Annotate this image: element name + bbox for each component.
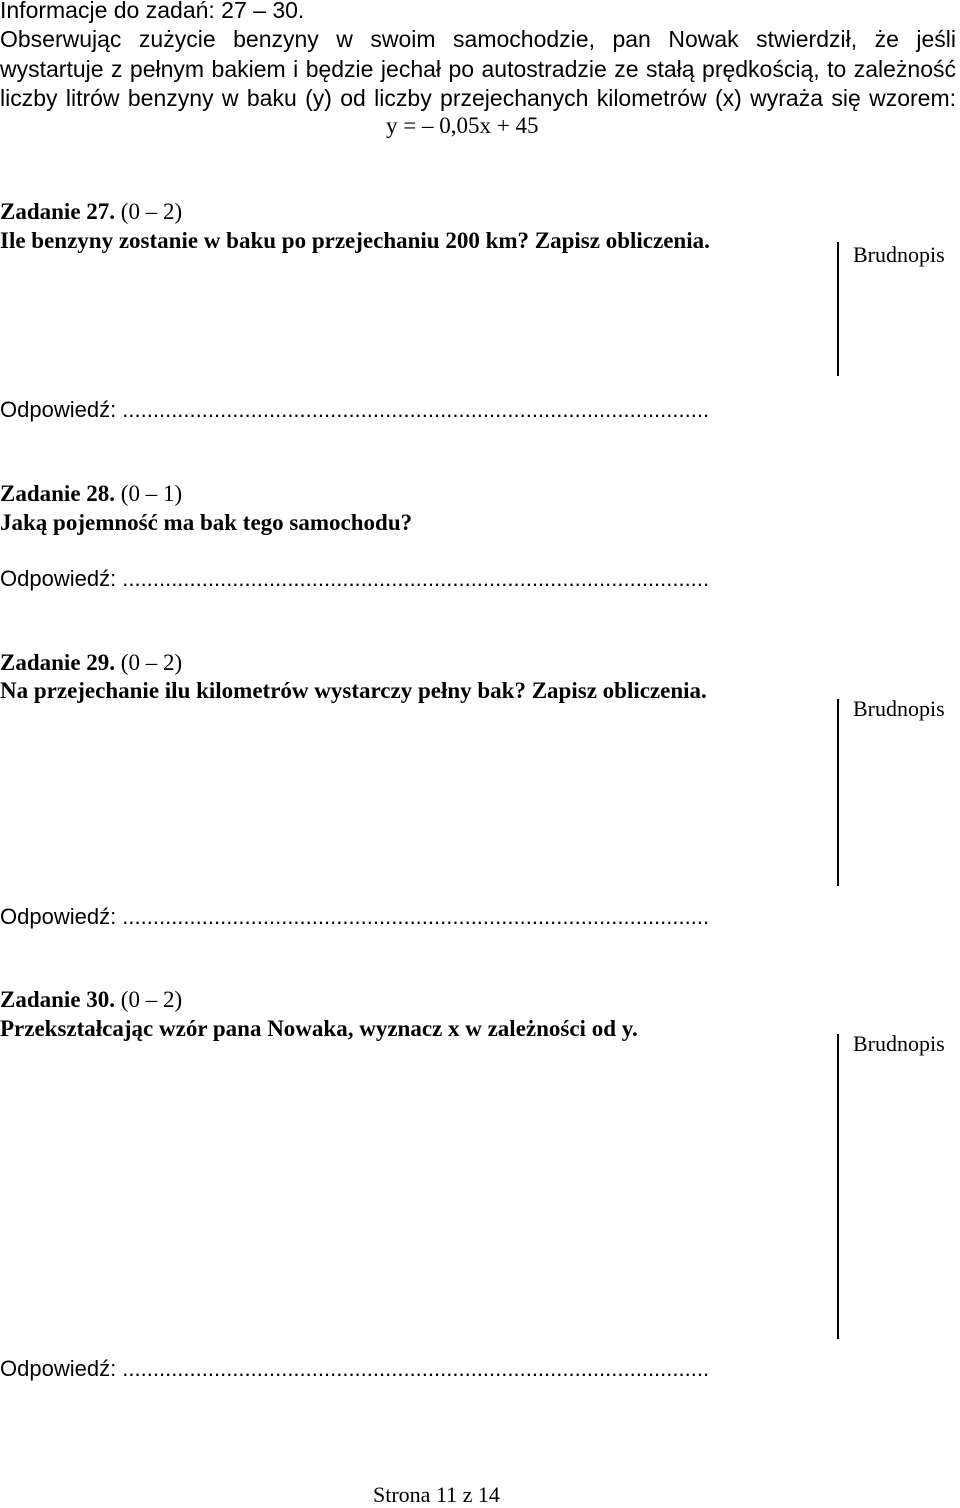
task-27-draft-divider (837, 242, 839, 376)
task-28-points: (0 – 1) (120, 481, 183, 506)
task-28-question: Jaką pojemność ma bak tego samochodu? (0, 510, 413, 535)
task-27-question: Ile benzyny zostanie w baku po przejechaniu 200 km? Zapisz obliczenia. (0, 228, 710, 253)
intro-heading: Informacje do zadań: 27 – 30. (0, 0, 305, 23)
task-28-answer-line[interactable]: Odpowiedź: ................................................................................................ (0, 566, 710, 591)
task-29-number: Zadanie 29. (0, 650, 116, 675)
task-30-number: Zadanie 30. (0, 987, 116, 1012)
formula: y = – 0,05x + 45 (386, 113, 539, 138)
task-29-draft-divider (837, 699, 839, 886)
page-number: Strona 11 z 14 (373, 1482, 500, 1507)
task-28-number: Zadanie 28. (0, 481, 116, 506)
task-27-points: (0 – 2) (120, 199, 183, 224)
task-30-question: Przekształcając wzór pana Nowaka, wyznacz x w zależności od y. (0, 1016, 638, 1041)
task-29-draft-label: Brudnopis (853, 696, 945, 721)
task-30-answer-line[interactable]: Odpowiedź: ................................................................................................ (0, 1356, 710, 1381)
task-27-draft-label: Brudnopis (853, 242, 945, 267)
task-29-question: Na przejechanie ilu kilometrów wystarczy pełny bak? Zapisz obliczenia. (0, 678, 707, 703)
intro-line-2: wystartuje z pełnym bakiem i będzie jechał po autostradzie ze stałą prędkością, to zależność (0, 56, 956, 82)
intro-line-1: Obserwując zużycie benzyny w swoim samochodzie, pan Nowak stwierdził, że jeśli (0, 26, 956, 52)
task-29-points: (0 – 2) (120, 650, 183, 675)
task-27-answer-line[interactable]: Odpowiedź: ................................................................................................ (0, 397, 710, 422)
task-28-title (0, 481, 182, 507)
task-30-title (0, 987, 182, 1013)
intro-line-3: liczby litrów benzyny w baku (y) od liczby przejechanych kilometrów (x) wyraża się wzorem: (0, 85, 956, 111)
task-27-number: Zadanie 27. (0, 199, 116, 224)
task-29-answer-line[interactable]: Odpowiedź: ................................................................................................ (0, 904, 710, 929)
task-27-title (0, 199, 182, 225)
task-30-points: (0 – 2) (120, 987, 183, 1012)
task-30-draft-label: Brudnopis (853, 1031, 945, 1056)
task-30-draft-divider (837, 1034, 839, 1339)
task-29-title (0, 650, 182, 676)
